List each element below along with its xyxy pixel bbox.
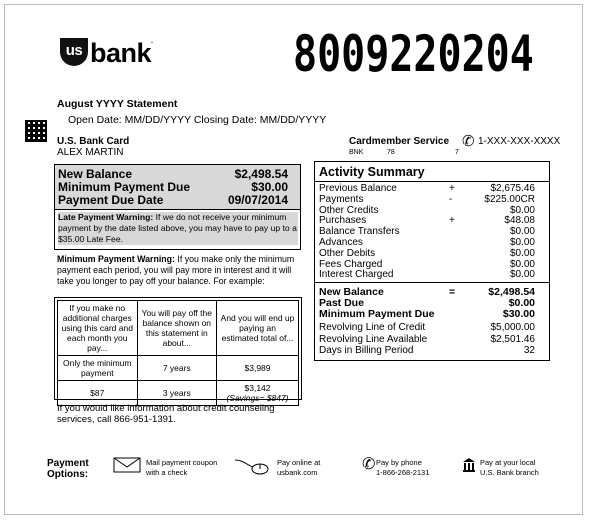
activity-title: Activity Summary bbox=[319, 165, 425, 179]
activity-row-label: Fees Charged bbox=[319, 258, 383, 270]
activity-row-label: Previous Balance bbox=[319, 183, 397, 194]
activity-row-value: $0.00 bbox=[508, 296, 535, 309]
table-header-row bbox=[58, 301, 299, 356]
activity-row-label: New Balance bbox=[319, 286, 384, 298]
activity-row-label: Days in Billing Period bbox=[319, 345, 414, 356]
due-date-label: Payment Due Date bbox=[58, 193, 164, 207]
min-payment-warning: Minimum Payment Warning: If you make only the minimum payment each period, you will pay more in interest and it will take you longer to pay off your balance. For example: bbox=[57, 254, 295, 286]
activity-row-label: Interest Charged bbox=[319, 269, 394, 281]
pay-phone-option: Pay by phone 1-866-268-2131 bbox=[376, 458, 430, 477]
phone-icon: ✆ bbox=[462, 133, 475, 150]
activity-row-label: Balance Transfers bbox=[319, 226, 400, 238]
qr-code bbox=[25, 120, 47, 142]
new-balance-label: New Balance bbox=[58, 167, 133, 181]
activity-row-label: Revolving Line of Credit bbox=[319, 322, 426, 333]
new-balance-value: $2,498.54 bbox=[234, 167, 288, 181]
table-header-cell: You will pay off the balance shown on this statement in about... bbox=[137, 301, 217, 356]
activity-row-label: Other Debits bbox=[319, 247, 376, 259]
activity-row-sign: + bbox=[449, 215, 455, 227]
activity-row-value: $2,501.46 bbox=[490, 333, 535, 345]
table-cell: $3,989 bbox=[217, 356, 299, 381]
activity-row-label: Minimum Payment Due bbox=[319, 307, 435, 320]
code-bnk: BNK bbox=[349, 149, 364, 156]
pay-mail-option: Mail payment coupon with a check bbox=[146, 458, 218, 477]
activity-row-value: $2,675.46 bbox=[490, 183, 535, 194]
pay-online-option: Pay online at usbank.com bbox=[277, 458, 321, 477]
late-warning: Late Payment Warning: If we do not receive your minimum payment by the date listed above, you may have to pay up to a $35.00 Late Fee. bbox=[58, 212, 297, 244]
comparison-table bbox=[57, 300, 299, 406]
table-cell: 7 years bbox=[137, 356, 217, 381]
savings-note: (Savings= $847) bbox=[226, 393, 289, 403]
table-cell: 3 years bbox=[137, 381, 217, 406]
activity-row-value: $225.00CR bbox=[484, 193, 535, 205]
activity-row-value: $0.00 bbox=[509, 247, 535, 259]
activity-row-value: $48.08 bbox=[504, 215, 535, 227]
statement-dates: Open Date: MM/DD/YYYY Closing Date: MM/DD/YYYY bbox=[68, 114, 327, 126]
activity-row-label: Revolving Line Available bbox=[319, 333, 428, 345]
usbank-logo: us bank. bbox=[60, 38, 152, 69]
activity-row-sign: - bbox=[449, 193, 453, 205]
activity-row-value: $5,000.00 bbox=[490, 322, 535, 333]
counseling-text: If you would like information about credit counseling services, call 866-951-1391. bbox=[57, 403, 275, 425]
activity-row-label: Purchases bbox=[319, 215, 367, 227]
activity-row-value: $0.00 bbox=[509, 258, 535, 270]
table-cell: $3,142 (Savings= $847) bbox=[217, 381, 299, 406]
code-7: 7 bbox=[455, 149, 459, 156]
branch-icon bbox=[462, 457, 476, 473]
account-number: 8009220204 bbox=[293, 26, 534, 84]
activity-summary-box bbox=[314, 161, 550, 361]
activity-row-sign: + bbox=[449, 183, 455, 194]
table-header-cell: If you make no additional charges using this card and each month you pay... bbox=[58, 301, 138, 356]
mouse-icon bbox=[233, 457, 269, 475]
divider bbox=[315, 181, 549, 182]
activity-row-label: Payments bbox=[319, 193, 364, 205]
summary-box bbox=[54, 164, 301, 250]
activity-row bbox=[319, 323, 545, 334]
activity-row-sign: = bbox=[449, 286, 456, 298]
service-phone: 1-XXX-XXX-XXXX bbox=[478, 136, 561, 147]
activity-row bbox=[319, 335, 545, 346]
card-holder: ALEX MARTIN bbox=[57, 147, 124, 158]
table-cell: Only the minimum payment bbox=[58, 356, 138, 381]
activity-row-value: $2,498.54 bbox=[488, 286, 535, 298]
table-row bbox=[58, 381, 299, 406]
activity-row-label: Past Due bbox=[319, 296, 364, 309]
activity-row-value: $30.00 bbox=[502, 307, 535, 320]
activity-row-value: 32 bbox=[523, 345, 535, 356]
activity-row-value: $0.00 bbox=[509, 226, 535, 238]
activity-row-label: Other Credits bbox=[319, 204, 379, 216]
activity-row-value: $0.00 bbox=[509, 269, 535, 281]
due-date-value: 09/07/2014 bbox=[227, 193, 288, 207]
divider bbox=[315, 282, 549, 283]
service-label: Cardmember Service bbox=[349, 136, 450, 147]
envelope-icon bbox=[113, 457, 141, 473]
pay-branch-option: Pay at your local U.S. Bank branch bbox=[480, 458, 539, 477]
summary-shade bbox=[55, 165, 300, 210]
shield-icon: us bbox=[60, 38, 88, 66]
card-name: U.S. Bank Card bbox=[57, 136, 130, 147]
table-row bbox=[58, 356, 299, 381]
activity-row-value: $0.00 bbox=[509, 237, 535, 248]
telephone-icon: ✆ bbox=[362, 456, 376, 473]
activity-row-value: $0.00 bbox=[509, 204, 535, 216]
statement-title: August YYYY Statement bbox=[57, 98, 178, 110]
activity-row-label: Advances bbox=[319, 237, 363, 248]
table-cell: $87 bbox=[58, 381, 138, 406]
min-payment-label: Minimum Payment Due bbox=[58, 180, 191, 194]
comparison-box bbox=[54, 297, 302, 403]
activity-row bbox=[319, 346, 545, 357]
activity-row bbox=[319, 309, 545, 320]
table-header-cell: And you will end up paying an estimated total of... bbox=[217, 301, 299, 356]
activity-row bbox=[319, 270, 545, 281]
min-payment-value: $30.00 bbox=[251, 180, 288, 194]
code-78: 78 bbox=[387, 149, 395, 156]
payment-options-label: Payment Options: bbox=[47, 458, 89, 480]
